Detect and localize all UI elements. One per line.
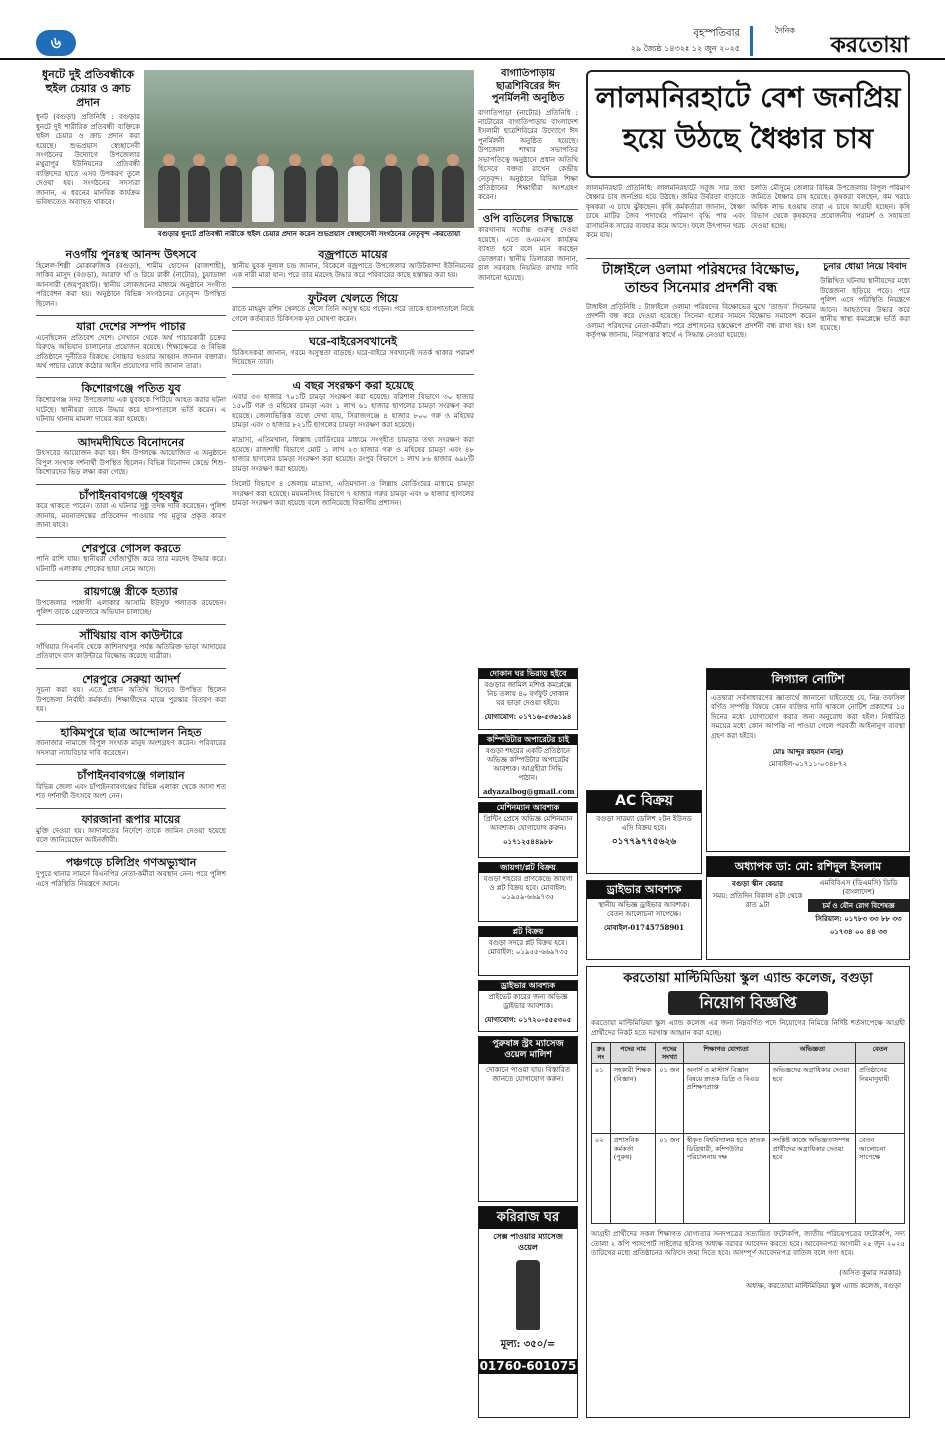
doctor-chamber: বগুড়া স্কীন কেয়ার bbox=[732, 878, 783, 888]
person-figure bbox=[188, 166, 210, 222]
ad-title: প্লট বিক্রয় bbox=[479, 927, 577, 937]
table-cell: সংশ্লিষ্ট কাজে অভিজ্ঞতাসম্পন্ন প্রার্থীদের অগ্রাধিকার দেওয়া হবে bbox=[769, 1134, 856, 1224]
ad-title: দোকান ঘর ভিরাড় হইবে bbox=[479, 669, 577, 679]
ad-title: জায়গা/প্লট বিক্রয় bbox=[479, 863, 577, 873]
article-body: লালমনিরহাট প্রতিনিধি: লালমনিরহাটে সবুজ সার তথা ধৈঞ্চার চাষ জনপ্রিয় হয়ে উঠছে। জমির উর্বরতা বাড়াতে কৃষকরা এ চাষে ঝুঁকছেন। কৃষি কর্মকর্তারা জানান, ধৈঞ্চা চাষে মাটির জৈব পদার্থের পরিমাণ বৃদ্ধি পায় এবং রাসায়নিক সারের ব্যবহার কমে আসে। ফলে উৎপাদন খরচ কমে যায়। bbox=[586, 184, 745, 240]
article-headline: টাঙ্গাইলে ওলামা পরিষদের বিক্ষোভ, bbox=[602, 262, 800, 278]
page-number: ৬ bbox=[36, 30, 76, 56]
article-body: পানি রাশি যায়। স্থানীয়রা খোঁজাখুঁজি করে তার মরদেহ উদ্ধার করে। ঘটনাটি এলাকায় শোকের ছায়া নেমে আসে। bbox=[36, 555, 226, 573]
classified-ad bbox=[478, 668, 578, 730]
article-body: কিশোরগঞ্জ সদর উপজেলায় এক যুবককে পিটিয়ে আহত করার ঘটনা ঘটেছে। স্থানীয়রা তাকে উদ্ধার করে হাসপাতালে ভর্তি করেন। এ ঘটনায় থানায় মামলা দায়ের করা হয়েছে। bbox=[36, 396, 226, 424]
classified-ad bbox=[478, 862, 578, 922]
article-headline: শেরপুরে গোসল করতে bbox=[81, 541, 181, 555]
table-cell: অভিজ্ঞদের অগ্রাধিকার দেওয়া হবে bbox=[769, 1064, 856, 1134]
doctor-specialty: চর্ম ও যৌন রোগ বিশেষজ্ঞ bbox=[808, 899, 909, 912]
doctor-ad bbox=[706, 856, 910, 960]
article-body: স্থানীয় যুবক দুলাল চন্দ্র জানান, বিকেলে বজ্রপাতে উপজেলার আউটকান্দা ইউনিয়নের এক নারী মারা যান। পরে তার মরদেহ উদ্ধার করে পরিবারের কাছে হস্তান্তর করা হয়। bbox=[232, 261, 474, 280]
notice-signature-role: অধ্যক্ষ, করতোয়া মাল্টিমিডিয়া স্কুল এ্যান্ড কলেজ, বগুড়া bbox=[746, 1281, 901, 1290]
person-figure bbox=[442, 166, 464, 222]
ad-body: বগুড়া সদরে প্লট বিক্রয় হবে। মোবাইল: ০১৯৫৫-৬৬৯৭৩৫ bbox=[487, 939, 569, 957]
lead-headline-line-2: হয়ে উঠছে ধৈঞ্চার চাষ bbox=[622, 122, 874, 155]
article-headline: শেরপুরে সেরুয়া আদর্শ bbox=[82, 672, 180, 686]
column-1-lower bbox=[36, 248, 226, 1418]
article-headline: পঞ্চগড়ে চলিপ্রিং গণঅভ্যুত্থান bbox=[65, 856, 197, 870]
table-cell: বেতন আলোচনা সাপেক্ষে bbox=[856, 1134, 905, 1224]
divider bbox=[232, 374, 474, 375]
divider bbox=[232, 287, 474, 288]
lead-headline: লালমনিরহাটে বেশ জনপ্রিয় bbox=[595, 81, 901, 114]
ad-email: adyazalbog@gmail.com bbox=[483, 787, 575, 797]
person-figure bbox=[412, 166, 434, 222]
divider bbox=[36, 431, 226, 432]
news-photo bbox=[144, 70, 474, 228]
article-headline: বাগাতিপাড়ায় ছাত্রশিবিরের ঈদ পুনর্মিলনী অনুষ্ঠিত bbox=[491, 68, 565, 104]
classified-ad bbox=[478, 1036, 578, 1202]
article-headline: যারা দেশের সম্পদ পাচার bbox=[76, 319, 186, 333]
side-article bbox=[820, 262, 910, 662]
article-headline: চাঁপাইনবাবগঞ্জে গলায়ান bbox=[77, 769, 185, 783]
article-headline: ঘরে-বাইরেসবখানেই bbox=[309, 335, 397, 349]
article-headline: আদমদীঘিতে বিনোদনের bbox=[77, 435, 185, 449]
divider bbox=[36, 537, 226, 538]
article-body: এনেছিলেন প্রতিবেশ দেশে। সেখানে থেকে অর্থ পাচারকারী চক্রের বিরুদ্ধে অভিযান চালানোর প্রয়োজন রয়েছে। শিক্ষাক্ষেত্রে ও বিভিন্ন প্রতিষ্ঠানে দুর্নীতির বিরুদ্ধে সোচ্চার হওয়ার আহ্বান জানান বক্তারা। অর্থ পাচার রোধে কঠোর আইন প্রয়োগের দাবি জানান তারা। bbox=[36, 333, 226, 370]
header-date: ২৯ জ্যৈষ্ঠ ১৪৩২ঃ ১২ জুন ২০২৫ bbox=[630, 44, 740, 53]
ad-phone: যোগাযোগ: ০১৭২০-৫৫৫৩০৫ bbox=[484, 1015, 572, 1025]
divider bbox=[36, 624, 226, 625]
article-headline: সাঁথিয়ায় বাস কাউন্টারে bbox=[79, 628, 183, 642]
article-headline: এ বছর সংরক্ষণ করা হয়েছে bbox=[292, 378, 414, 392]
person-figure bbox=[252, 166, 274, 222]
ad-phone: 01760-601075 bbox=[479, 1359, 577, 1374]
classified-ad bbox=[478, 802, 578, 858]
ad-body: স্থানীয় অভিজ্ঞ ড্রাইভার আবশ্যক। বেতন আলোচনা সাপেক্ষে। bbox=[598, 900, 690, 918]
article-body: মাদ্রাসা, এতিমখানা, লিল্লাহ বোর্ডিংয়ের মাধ্যমে সংগৃহীত চামড়ার তথ্য সংরক্ষণ করা হয়েছে। রাজশাহী বিভাগে মোট ১ লাখ ২৩ হাজার গরু ও মহিষের চামড়া এবং ৪৮ হাজার ছাগলের চামড়া সংরক্ষণ করা হয়েছে। রংপুর বিভাগে ১ লাখ ৮৬ হাজার ৬৯৮টি চামড়া সংরক্ষণ করা হয়েছে। bbox=[232, 436, 474, 473]
divider bbox=[36, 764, 226, 765]
article-body: করে থাকতে পারেন। তারা এ ঘটনার সুষ্ঠু তদন্ত দাবি করেছেন। পুলিশ জানায়, ময়নাতদন্তের প্রতিবেদন পাওয়ার পর মৃত্যুর প্রকৃত কারণ জানা যাবে। bbox=[36, 502, 226, 530]
ad-body: বগুড়া শহরের একটি প্রতিষ্ঠানে অভিজ্ঞ কম্পিউটার অপারেটর আবশ্যক। আগ্রহীরা সিভি পাঠান। bbox=[485, 747, 571, 783]
doctor-phone: সিরিয়াল: ০১৭৮৩ ৩৩ ৮৮ ৩৩ bbox=[815, 914, 902, 924]
article-body: হিলেল-শিল্পী মোকারুজিক (বগুড়া), শামীম হোসেন (রাজশাহী), সাকিব মাসুদ (বগুড়া), আরাফ খাঁ ও রিয়ে রাকী (নাটোর), চুয়াডাঙ্গা আনসারী (জয়পুরহাট)। স্থানীয় লোকজনের মাধ্যমে অনুষ্ঠানে সংগীত পরিবেশন করা হয়। অনুষ্ঠানে বিভিন্ন সংগঠনের নেতৃবৃন্দ উপস্থিত ছিলেন। bbox=[36, 261, 226, 308]
table-cell: ০২ bbox=[592, 1134, 611, 1224]
jobs-table bbox=[591, 1042, 905, 1224]
article-headline-line-2: তান্ডব সিনেমার প্রদর্শনী বন্ধ bbox=[624, 279, 778, 296]
article-body: সুচনা করা হয়। এতে প্রধান অতিথি হিসেবে উপস্থিত ছিলেন উপজেলা নির্বাহী কর্মকর্তা। শিক্ষার্থীদের মাঝে পুরস্কার বিতরণ করা হয়। bbox=[36, 686, 226, 714]
person-figure bbox=[316, 166, 338, 222]
ad-body: বগুড়া শহরের প্রাণকেন্দ্রে জায়গা ও প্লট বিক্রয় হবে। মোবাইল: ০১৯৫৯-৬৬৯৭৩৫ bbox=[483, 875, 573, 902]
article-headline: চুনার ধোয়া নিয়ে বিবাদ bbox=[823, 262, 907, 272]
ad-phone: ০১৭৭৯৭৭৫৬২৬ bbox=[611, 836, 677, 847]
column-1 bbox=[36, 68, 140, 244]
table-header-row bbox=[592, 1043, 905, 1064]
header-divider bbox=[750, 26, 753, 56]
column-header: শিক্ষাগত যোগ্যতা bbox=[683, 1043, 769, 1064]
article-body: উল্লিখিত ঘটনায় স্থানীয়দের মধ্যে উত্তেজনা ছড়িয়ে পড়ে। পরে পুলিশ এসে পরিস্থিতি নিয়ন্ত্রণে আনে। আহতদের উদ্ধার করে স্থানীয় স্বাস্থ্য কমপ্লেক্সে ভর্তি করা হয়েছে। bbox=[820, 277, 910, 333]
ad-price: মূল্য: ৩৫০/= bbox=[500, 1339, 556, 1351]
article-body: সাঁথিয়ার সিএনবি থেকে কাশিনাথপুর পর্যন্ত অতিরিক্ত ভাড়া আদায়ের প্রতিবাদে বাস কাউন্টারে বিক্ষোভ করেছে যাত্রীরা। bbox=[36, 642, 226, 661]
article-body: কারখানায় সর্বোচ্চ গুরুত্ব দেওয়া হয়েছে। এতে ওএমএস কার্যক্রম ব্যাহত হবে বলে মনে করছেন ভোক্তারা। স্থানীয় ডিলাররা জানান, চাল সরবরাহ নিয়মিত রাখার দাবি জানানো হয়েছে। bbox=[478, 226, 578, 282]
notice-body: এতদ্বারা সর্বসাধারণের জ্ঞাতার্থে জানানো যাইতেছে যে, নিম্ন তফসিল বর্ণিত সম্পত্তি বিষয়ে কোন ব্যক্তির দাবি থাকলে নোটিশ প্রকাশের ১৫ দিনের মধ্যে যোগাযোগ করার জন্য অনুরোধ করা হইল। নির্ধারিত সময়ের মধ্যে কোন আপত্তি না পাওয়া গেলে পরবর্তী আইনানুগ ব্যবস্থা গ্রহণ করা হইবে। bbox=[711, 694, 905, 740]
ad-body: প্রাইভেট কারের জন্য অভিজ্ঞ ড্রাইভার আবশ্যক। bbox=[488, 993, 568, 1011]
notice-footer: আগ্রহী প্রার্থীদের সকল শিক্ষাগত যোগ্যতার সনদপত্রের সত্যায়িত ফটোকপি, জাতীয় পরিচয়পত্রের ফটোকপি, সদ্য তোলা ২ কপি পাসপোর্ট সাইজের ছবিসহ অধ্যক্ষ বরাবর আবেদন করতে হবে। আবেদনপত্র আগামী ২৫ জুন ২০২৫ তারিখের মধ্যে প্রতিষ্ঠানের অফিসে জমা দিতে হবে। অসম্পূর্ণ আবেদনপত্র বাতিল বলে গণ্য হবে। bbox=[591, 1230, 905, 1258]
ad-phone: যোগাযোগ: ০১৭১৬-৫৩৬১৯৪ bbox=[484, 712, 572, 722]
article-body: বাগাতিপাড়া (নাটোর) প্রতিনিধি : নাটোরের বাগাতিপাড়ায় বাংলাদেশ ইসলামী ছাত্রশিবিরের উদ্যোগে ঈদ পুনর্মিলনী অনুষ্ঠিত হয়েছে। উপজেলা শাখার সভাপতির সভাপতিত্বে অনুষ্ঠানে প্রধান অতিথি হিসেবে বক্তব্য রাখেন কেন্দ্রীয় নেতৃবৃন্দ। অনুষ্ঠানে বিভিন্ন শিক্ষা প্রতিষ্ঠানের শিক্ষার্থীরা অংশগ্রহণ করেন। bbox=[478, 108, 578, 202]
ad-phone: ০১৭১২৫৪৪৯৮৮ bbox=[503, 837, 553, 847]
classified-ad bbox=[478, 734, 578, 798]
article-body: এবার ৩৩ হাজার ৭০১টি চামড়া সংরক্ষণ করা হয়েছে। বরিশাল বিভাগে ৩০ হাজার ১৫০টি গরু ও মহিষের চামড়া এবং ১ লাখ ৬১ হাজার ছাগলের চামড়া সংরক্ষণ করা হয়েছে। জেলাভিত্তিক তথ্যে দেখা যায়, সিরাজগঞ্জে ৪ হাজার ৮০০ গরু ও মহিষের চামড়া এবং ৩ হাজার ৮২১টি ছাগলের চামড়া সংরক্ষণ করা হয়েছে। bbox=[232, 392, 474, 429]
notice-intro: করতোয়া মাল্টিমিডিয়া স্কুল এ্যান্ড কলেজ এর জন্য নিম্নবর্ণিত পদে নিয়োগের নিমিত্তে নির্দিষ্ট শর্তসাপেক্ষে আগ্রহী প্রার্থীদের নিকট হতে দরখাস্ত আহ্বান করা হচ্ছে। bbox=[591, 1019, 905, 1037]
lead-headline-box bbox=[586, 70, 910, 178]
article-body: রাতে মাহমুদ রশিদ খেলতে গেলে তিনি অসুস্থ হয়ে পড়েন। পরে তাকে হাসপাতালে নিয়ে গেলে কর্তব্যরত চিকিৎসক মৃত ঘোষণা করেন। bbox=[232, 305, 474, 323]
person-figure bbox=[158, 166, 180, 222]
school-name: করতোয়া মাল্টিমিডিয়া স্কুল এ্যান্ড কলেজ, বগুড়া bbox=[623, 971, 873, 986]
classified-ad bbox=[478, 1206, 578, 1418]
notice-signature: (অসিত কুমার সরকার) bbox=[839, 1268, 901, 1277]
ad-title: ড্রাইভার আবশ্যক bbox=[587, 881, 701, 899]
notice-phone: মোবাইল-০১৭১১-০৩৪৮৭২ bbox=[768, 760, 848, 769]
article-body: চিকিৎসকরা জানান, গরমে অসুস্থতা বাড়ছে। ঘরে-বাইরে সবখানেই সতর্ক থাকার পরামর্শ দিয়েছেন তারা। bbox=[232, 349, 474, 367]
divider bbox=[36, 721, 226, 722]
doctor-phone: ০১৭৩৪ ০০ ৪৪ ৩৩ bbox=[829, 927, 888, 937]
notice-title: নিয়োগ বিজ্ঞপ্তি bbox=[668, 991, 828, 1015]
paper-logo: করতোয়া bbox=[830, 33, 909, 58]
ad-title: পুরুষাঙ্গ স্ট্রং ম্যাসেজ ওয়েল মালিশ bbox=[479, 1037, 577, 1064]
classified-ad bbox=[478, 926, 578, 976]
article-headline: ওপি বাতিলের সিদ্ধান্তে bbox=[482, 213, 574, 225]
column-3 bbox=[478, 68, 578, 666]
page-header bbox=[0, 0, 945, 60]
table-cell: প্রশাসনিক কর্মকর্তা (পুরুষ) bbox=[610, 1134, 656, 1224]
divider bbox=[36, 808, 226, 809]
divider bbox=[478, 209, 578, 210]
column-header: পদের সংখ্যা bbox=[656, 1043, 683, 1064]
column-2 bbox=[232, 248, 474, 1418]
divider bbox=[36, 377, 226, 378]
header-day: বৃহস্পতিবার bbox=[693, 28, 740, 39]
classified-ad bbox=[586, 880, 702, 960]
article-headline: কিশোরগঞ্জে পতিত যুব bbox=[81, 382, 181, 396]
article-headline: নওগাঁয় পুনঃস্থ আনন্দ উৎসবে bbox=[65, 248, 197, 261]
article-body: উপজেলার পাঙ্গাসী এলাকার আসামি ইউসুফ পলাতক রয়েছেন। পুলিশ তাকে গ্রেফতারে অভিযান চালাচ্ছে। bbox=[36, 599, 226, 617]
divider bbox=[36, 484, 226, 485]
article-body: সিলেট বিভাগে ৪ জেলায় মাদ্রাসা, এতিমখানা ও লিল্লাহ বোর্ডিংয়ের মাধ্যমে চামড়া সংরক্ষণ করা হয়েছে। ময়মনসিংহ বিভাগে ৭ হাজার গরুর চামড়া এবং ৬ হাজার ছাগলের চামড়া সংরক্ষণ করা হয়েছে বলে জানিয়েছে বিভাগীয় প্রশাসন। bbox=[232, 480, 474, 507]
article-headline: চাঁপাইনবাবগঞ্জে গৃহবধূর bbox=[79, 488, 183, 502]
article-headline: বজ্রপাতে মায়ের bbox=[318, 248, 388, 261]
ad-body: বগুড়ার জামিল মশিপ্ত কমপ্লেক্সে নিচ তলায় ৪০ বর্গফুট দোকান ঘর ভাড়া দেওয়া হইবে। bbox=[484, 681, 572, 708]
doctor-degree: এমবিবিএস (ডিএমসি) ডিডি (বাংলাদেশ) bbox=[819, 878, 898, 896]
article-headline: ধুনটে দুই প্রতিবন্ধীকে হুইল চেয়ার ও ক্রাচ প্রদান bbox=[41, 68, 134, 109]
article-body: মুক্তি দেওয়া হয়। আদালতের নির্দেশে তাকে জামিন দেওয়া হয়েছে বলে জানিয়েছেন আইনজীবী। bbox=[36, 826, 226, 844]
divider bbox=[36, 668, 226, 669]
divider bbox=[36, 851, 226, 852]
ad-body: বগুড়া সারম্যা ডেলিশ ২টন ইউসড এসি বিক্রয় হবে। bbox=[596, 814, 692, 832]
ad-phone: মোবাইল-01745758901 bbox=[603, 922, 685, 932]
article-body: দুপুরে থানার সামনে বিএনপির নেতা-কর্মীরা অবস্থান নেন। পরে পুলিশ এসে পরিস্থিতি নিয়ন্ত্রণে আনে। bbox=[36, 870, 226, 888]
ad-title: মেশিনম্যান আবশ্যক bbox=[479, 803, 577, 813]
ad-subtitle: সেক্স পাওয়ার ম্যাসেজ ওয়েল bbox=[493, 1231, 563, 1252]
person-figure bbox=[348, 166, 370, 222]
article-headline: হাকিমপুরে ছাত্র আন্দোলন নিহত bbox=[60, 725, 202, 739]
ad-title: AC বিক্রয় bbox=[587, 791, 701, 813]
article-body: জানাজার নামাজে বিপুল সংখ্যক মানুষ অংশগ্রহণ করেন। পরিবারের সদস্যরা ন্যায়বিচার দাবি করেছেন। bbox=[36, 739, 226, 757]
divider bbox=[232, 330, 474, 331]
table-cell: প্রতিষ্ঠানের নিয়মানুযায়ী bbox=[856, 1064, 905, 1134]
ad-body: প্রিন্টিং প্রেসে অভিজ্ঞ মেশিনম্যান আবশ্যক। যোগাযোগ করুন। bbox=[483, 815, 573, 833]
ad-title: করিরাজ ঘর bbox=[479, 1207, 577, 1229]
person-figure bbox=[220, 166, 242, 222]
divider bbox=[586, 258, 910, 259]
table-cell: ০১ bbox=[592, 1064, 611, 1134]
person-figure bbox=[380, 166, 402, 222]
divider bbox=[36, 580, 226, 581]
divider bbox=[36, 315, 226, 316]
paper-small-label: দৈনিক bbox=[774, 26, 795, 35]
ad-title: ড্রাইভার আবশ্যক bbox=[479, 981, 577, 991]
doctor-name: অধ্যাপক ডা: মো: রশিদুল ইসলাম bbox=[707, 857, 909, 877]
photo-caption: বগুড়ার ধুনটে প্রতিবন্ধী নারীকে হুইল চেয়ার প্রদান করেন শুভপ্রয়াস স্বেচ্ছাসেবী সংগঠনের নেতৃবৃন্দ -করতোয়া bbox=[157, 230, 461, 238]
article-body: উৎসবের আয়োজন করা হয়। ঈদ উপলক্ষে আয়োজিত এ অনুষ্ঠানে বিপুল সংখ্যক দর্শনার্থী উপস্থিত ছিলেন। বিভিন্ন বিনোদন কেন্দ্রে শিশু-কিশোরদের ভিড় লক্ষ্য করা গেছে। bbox=[36, 449, 226, 477]
column-header: বেতন bbox=[856, 1043, 905, 1064]
table-cell: সহকারী শিক্ষক (বিজ্ঞান) bbox=[610, 1064, 656, 1134]
bottle-icon bbox=[516, 1260, 540, 1330]
table-row bbox=[592, 1134, 905, 1224]
article-headline: রায়গঞ্জে স্ত্রীকে হত্যার bbox=[84, 585, 178, 599]
doctor-time: সময়: প্রতিদিন বিকাল ৪টা থেকে রাত ৯টা bbox=[712, 891, 803, 909]
ad-body: দোকানে পাওয়া যায়। বিস্তারিত জানতে যোগাযোগ করুন। bbox=[486, 1065, 570, 1083]
column-header: পদের নাম bbox=[610, 1043, 656, 1064]
person-figure bbox=[284, 166, 306, 222]
article-body: বিভিন্ন জেলা এবং চাঁপাইনবাবগঞ্জের বিভিন্ন এলাকা থেকে আসা শত শত দর্শনার্থী উৎসবে অংশ নেন। bbox=[36, 782, 226, 801]
column-header: ক্রঃ নং bbox=[592, 1043, 611, 1064]
ad-title: কম্পিউটার অপারেটর চাই bbox=[479, 735, 577, 745]
tangail-article bbox=[586, 262, 816, 662]
classified-ad bbox=[586, 790, 702, 874]
table-row bbox=[592, 1064, 905, 1134]
lead-article bbox=[586, 184, 910, 254]
article-headline: ফারজানা রূপার মায়ের bbox=[81, 812, 181, 826]
table-cell: ০১ জন bbox=[656, 1134, 683, 1224]
article-headline: ফুটবল খেলতে গিয়ে bbox=[308, 291, 398, 305]
article-body: ধুনট (বগুড়া) প্রতিনিধি : বগুড়ার ধুনটে দুই শারীরিক প্রতিবন্ধী ব্যক্তিকে হুইল চেয়ার ও ক্রাচ প্রদান করা হয়েছে। শুভপ্রয়াস স্বেচ্ছাসেবী সংগঠনের উদ্যোগে উপজেলার মথুরাপুর ইউনিয়নের প্রতিবন্ধী ব্যক্তিদের হাতে এসব উপকরণ তুলে দেওয়া হয়। সংগঠনের সদস্যরা জানান, এ ধরনের মানবিক কার্যক্রম ভবিষ্যতেও অব্যাহত থাকবে। bbox=[36, 113, 140, 207]
table-cell: অনার্স ও মাস্টার্স বিজ্ঞান বিষয়ে স্নাতক ডিগ্রি ও বিএড প্রশিক্ষণপ্রাপ্ত bbox=[683, 1064, 769, 1134]
table-cell: স্বীকৃত বিশ্ববিদ্যালয় হতে স্নাতক ডিগ্রিধারী, কম্পিউটার পরিচালনায় দক্ষ bbox=[683, 1134, 769, 1224]
article-body: টাঙ্গাইল প্রতিনিধি : টাঙ্গাইলে ওলামা পরিষদের বিক্ষোভের মুখে 'তান্ডব' সিনেমার প্রদর্শনী বন্ধ করে দেওয়া হয়েছে। সিনেমা হলের সামনে বিক্ষোভ সমাবেশ করেন ওলামা পরিষদের নেতা-কর্মীরা। পরে প্রশাসনের হস্তক্ষেপে প্রদর্শনী বন্ধ রাখা হয়। হল কর্তৃপক্ষ জানায়, নিরাপত্তার স্বার্থে এ সিদ্ধান্ত নেওয়া হয়েছে। bbox=[586, 303, 816, 340]
column-header: অভিজ্ঞতা bbox=[769, 1043, 856, 1064]
table-cell: ০১ জন bbox=[656, 1064, 683, 1134]
article-body: চলতি মৌসুমে জেলার বিভিন্ন উপজেলায় বিপুল পরিমাণ জমিতে ধৈঞ্চার চাষ হয়েছে। কৃষকরা বলছেন, কম খরচে অধিক লাভ হওয়ায় তারা এ চাষে আগ্রহী হচ্ছেন। কৃষি বিভাগ থেকে কৃষকদের প্রয়োজনীয় পরামর্শ ও সহায়তা দেওয়া হচ্ছে। bbox=[751, 184, 910, 230]
job-notice bbox=[586, 966, 910, 1418]
notice-signature: মোঃ আব্দুর রহমান (মানু) bbox=[772, 747, 844, 757]
classified-ad bbox=[478, 980, 578, 1032]
notice-title: লিগ্যাল নোটিশ bbox=[707, 669, 909, 690]
legal-notice bbox=[706, 668, 910, 852]
